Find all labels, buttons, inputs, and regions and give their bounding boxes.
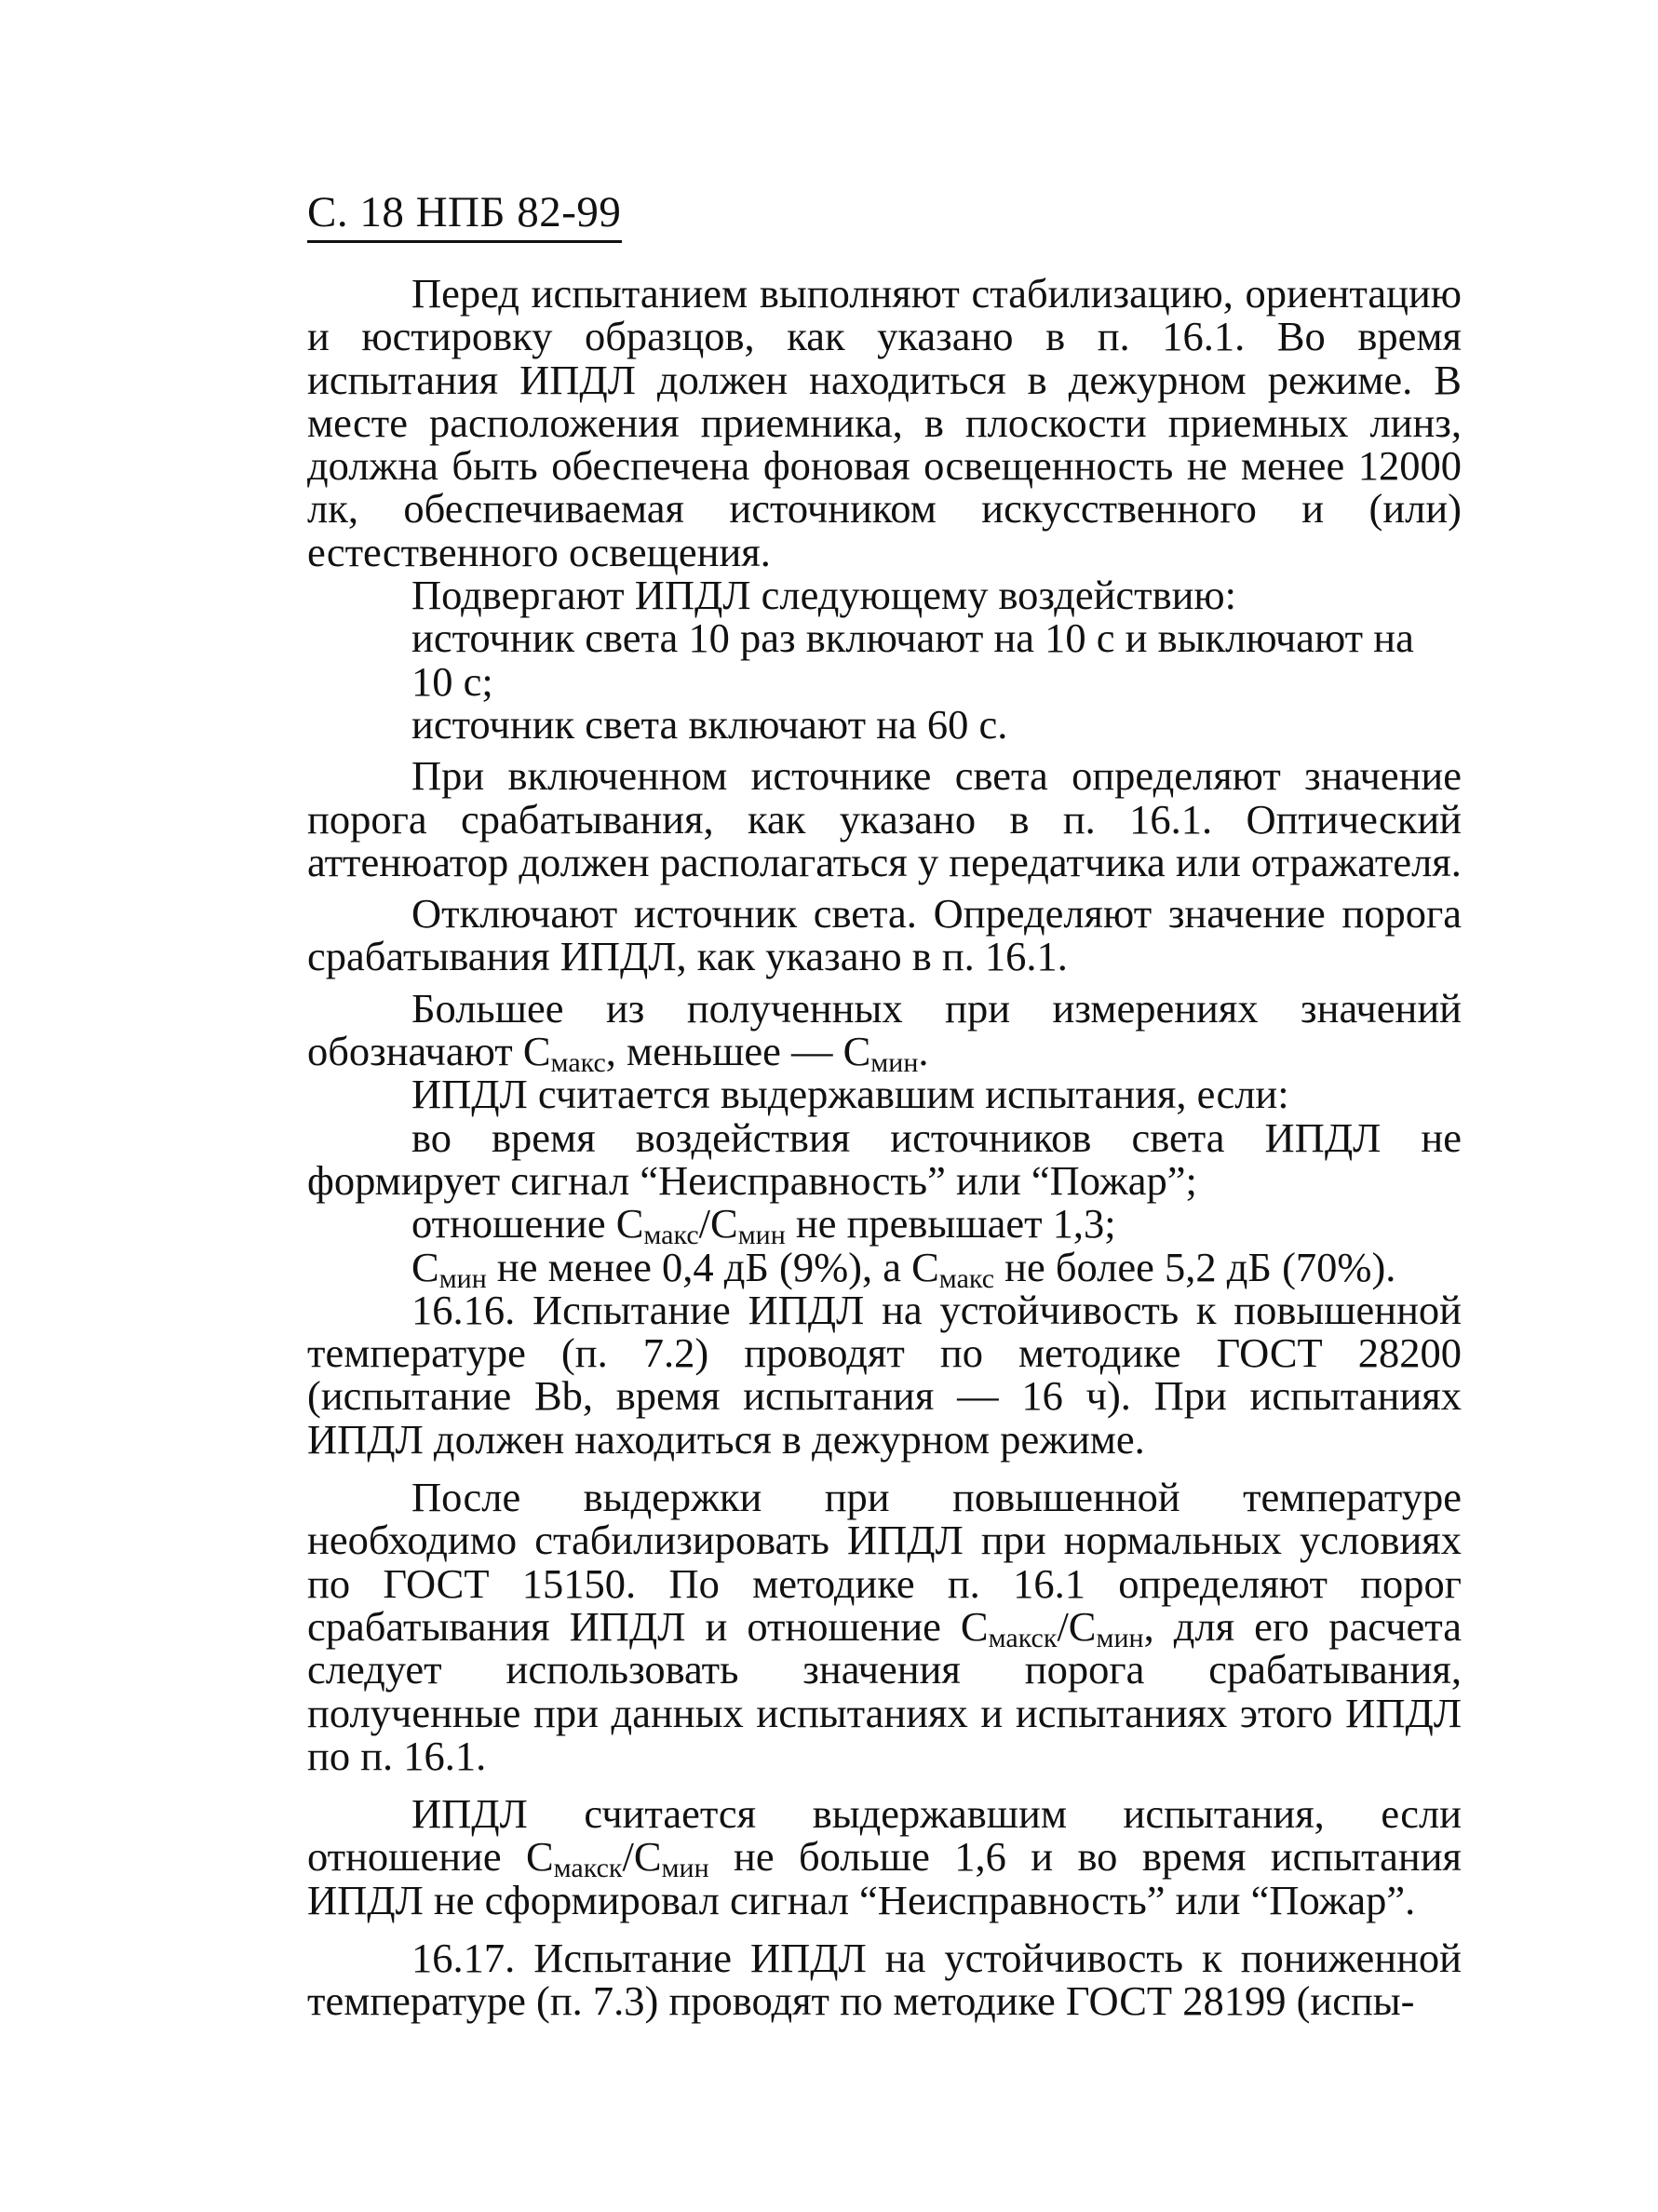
- criterion-limits: $С_{мин}$ не менее 0,4 дБ (9%), а $С_{макс}$ не более 5,2 дБ (70%).: [411, 1243, 1396, 1294]
- paragraph-exposure-intro: Подвергают ИПДЛ следующему воздействию:: [411, 572, 1237, 619]
- section-16-17-low-temperature: 16.17. Испытание ИПДЛ на устойчивость к пониженной температуре (п. 7.3) проводят по методике ГОСТ 28199 (испы-: [307, 1934, 1462, 2025]
- document-body: [307, 272, 1462, 2023]
- paragraph-after-high-temperature: После выдержки при повышенной температуре необходимо стабилизировать ИПДЛ при нормальных условиях по ГОСТ 15150. По методике п. 16.1 определяют порог срабатывания ИПДЛ и отношение $С_{макск}/С_{мин}$, для его расчета следует использовать значения порога срабатывания, полученные при данных испытаниях и испытаниях этого ИПДЛ по п. 16.1.: [307, 1474, 1462, 1779]
- criterion-ratio: отношение $С_{макс}/С_{мин}$ не превышает 1,3;: [411, 1200, 1116, 1251]
- subscript-min: мин: [438, 1262, 487, 1294]
- subscript-min: мин: [870, 1047, 919, 1079]
- list-item-light-on: источник света включают на 60 с.: [411, 700, 1008, 748]
- list-item-light-cycling: источник света 10 раз включают на 10 с и выключают на 10 с;: [411, 614, 1414, 705]
- subscript-max: макс: [643, 1220, 699, 1251]
- paragraph-preparation: Перед испытанием выполняют стабилизацию, ориентацию и юстировку образцов, как указано в п. 16.1. Во время испытания ИПДЛ должен находиться в дежурном режиме. В месте расположения приемника, в плоскости приемных линз, должна быть обеспечена фоновая освещенность не менее 12000 лк, обеспечиваемая источником искусственного и (или) естественного освещения.: [307, 270, 1462, 575]
- criterion-no-signal: во время воздействия источников света ИПДЛ не формирует сигнал “Неисправность” или “Пожар”;: [307, 1113, 1462, 1204]
- paragraph-cmax-cmin-definition: Большее из полученных при измерениях значений обозначают $С_{макс}$, меньшее — $С_{мин}$.: [307, 984, 1462, 1079]
- paragraph-pass-criteria-intro: ИПДЛ считается выдержавшим испытания, если:: [411, 1071, 1289, 1118]
- paragraph-threshold-light-on: При включенном источнике света определяют значение порога срабатывания, как указано в п. 16.1. Оптический аттенюатор должен располагаться у передатчика или отражателя.: [307, 752, 1462, 885]
- subscript-max: макск: [553, 1853, 623, 1884]
- subscript-min: мин: [661, 1853, 709, 1884]
- subscript-max: макс: [938, 1262, 995, 1294]
- page-header: С. 18 НПБ 82-99: [307, 188, 622, 236]
- section-16-16-high-temperature: 16.16. Испытание ИПДЛ на устойчивость к повышенной температуре (п. 7.2) проводят по методике ГОСТ 28200 (испытание Bb, время испытания — 16 ч). При испытаниях ИПДЛ должен находиться в дежурном режиме.: [307, 1286, 1462, 1463]
- paragraph-threshold-light-off: Отключают источник света. Определяют значение порога срабатывания ИПДЛ, как указано в п. 16.1.: [307, 890, 1462, 980]
- subscript-max: макск: [988, 1622, 1058, 1653]
- subscript-min: мин: [1096, 1622, 1144, 1653]
- paragraph-high-temperature-pass: ИПДЛ считается выдержавшим испытания, если отношение $С_{макск}/С_{мин}$ не больше 1,6 и во время испытания ИПДЛ не сформировал сигнал “Неисправность” или “Пожар”.: [307, 1790, 1462, 1923]
- header-underline: [307, 240, 622, 243]
- subscript-max: макс: [550, 1047, 606, 1079]
- subscript-min: мин: [737, 1220, 786, 1251]
